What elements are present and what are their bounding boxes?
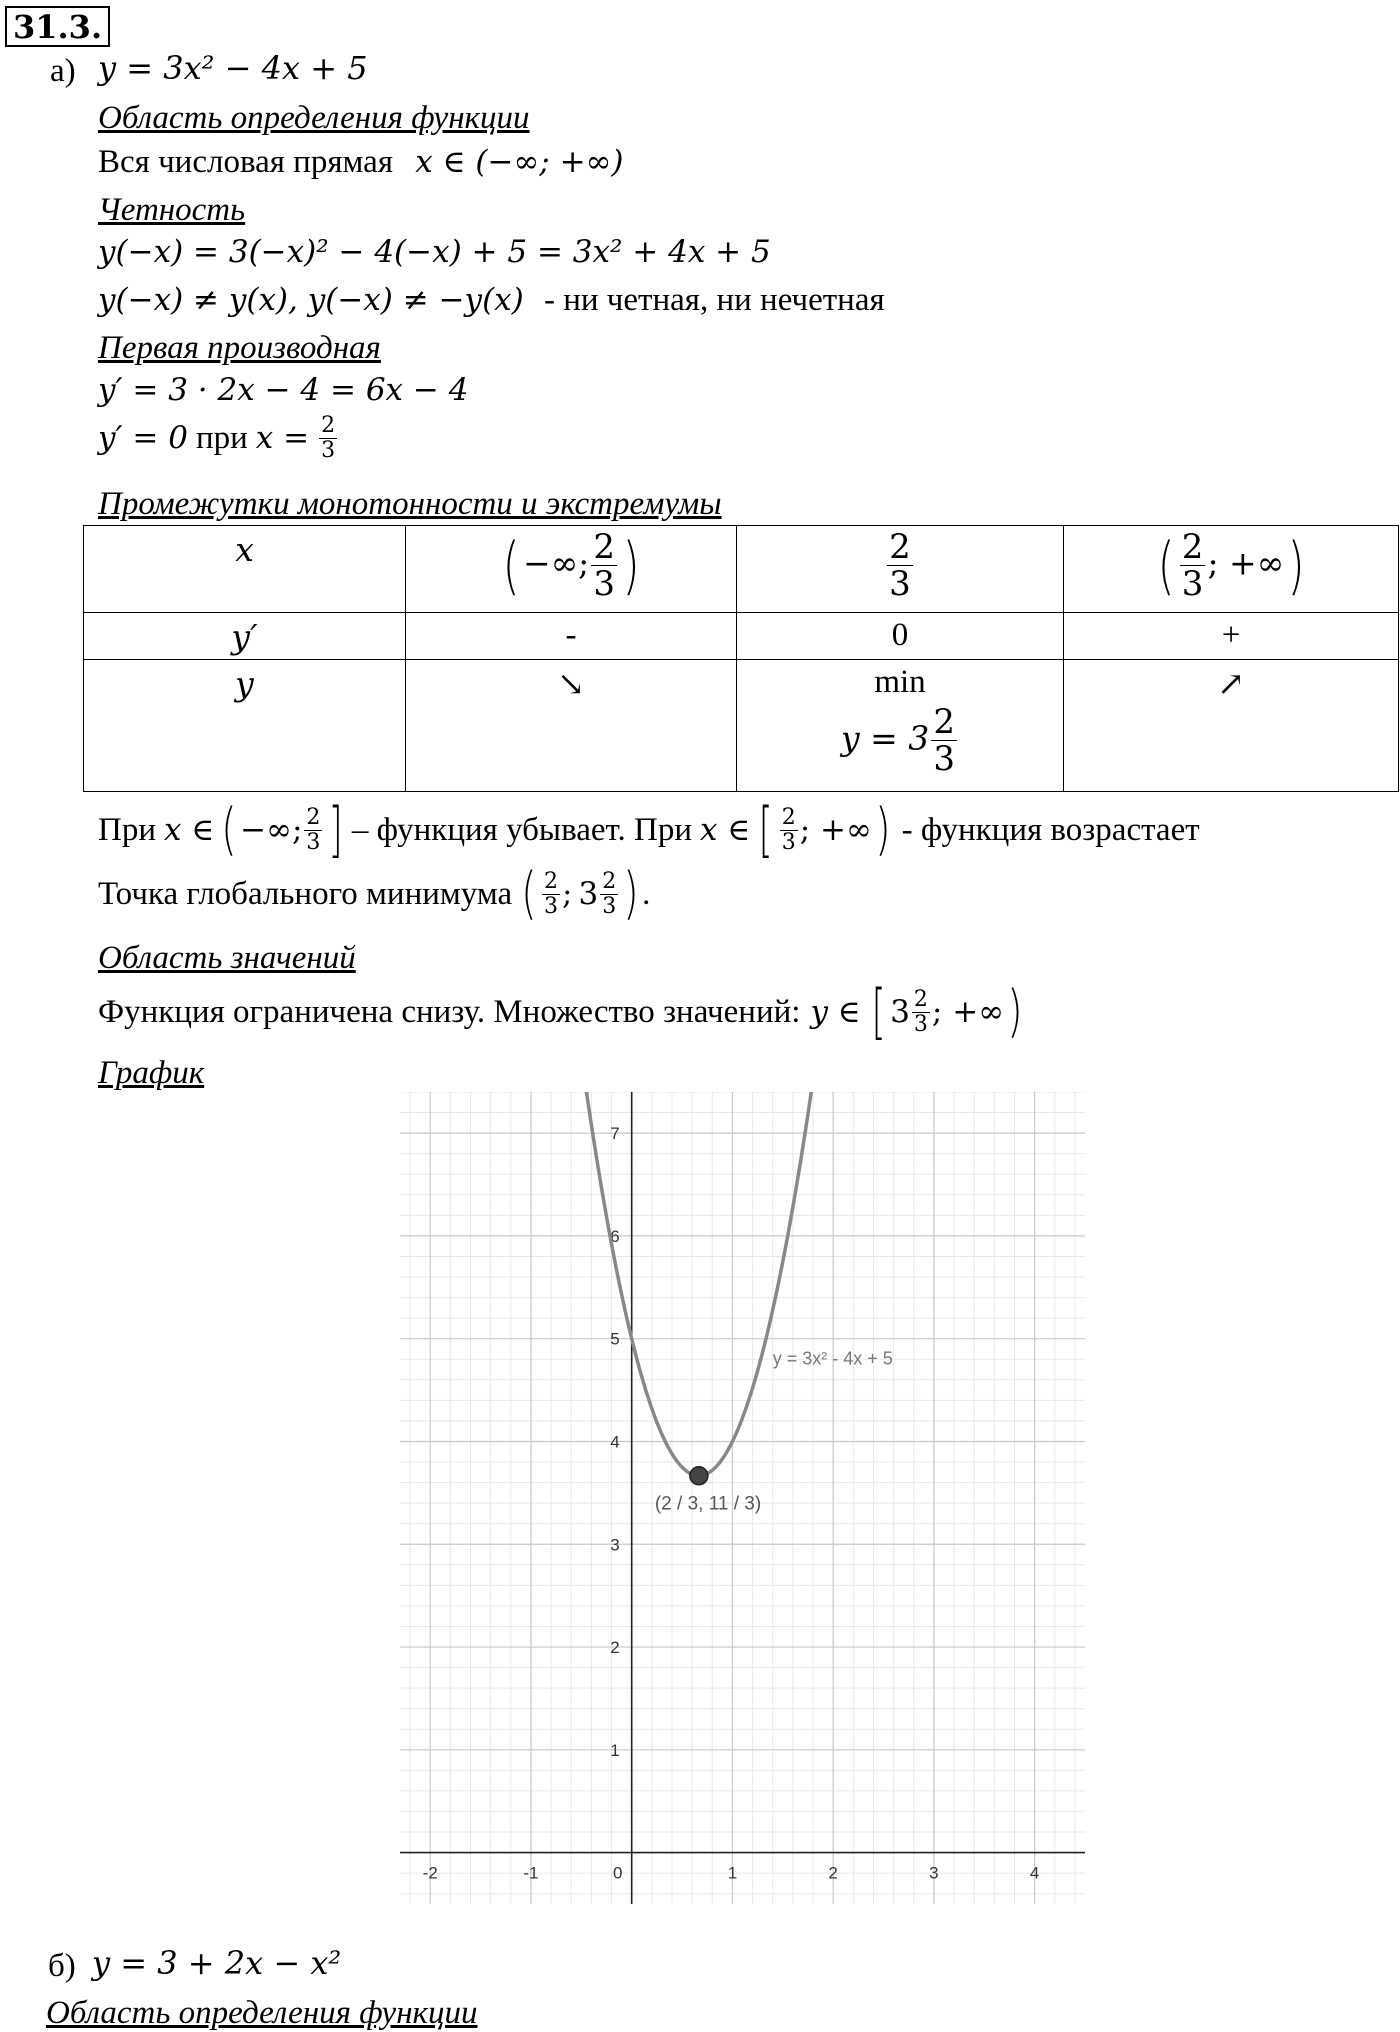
- domain-text: Вся числовая прямая: [98, 144, 394, 180]
- global-minimum-line: Точка глобального минимума ( $\frac{2}{3}$ ; 3 $\frac{2}{3}$ ) .: [98, 861, 651, 926]
- part-b-domain-header: Область определения функции: [46, 1995, 478, 2031]
- chart-marks: [655, 1348, 893, 1514]
- x-tick-label: 0: [612, 1863, 623, 1883]
- part-b-label: б): [48, 1948, 76, 1984]
- derivative-line-2: [98, 415, 339, 462]
- range-line: Функция ограничена снизу. Множество значений: y ∈ [ 3 $\frac{2}{3}$ ; +∞ ): [98, 977, 1023, 1047]
- table-cell-dy-label: y′: [84, 613, 406, 660]
- table-cell-decreasing: ↘: [406, 660, 737, 792]
- table-cell-dy-pos: +: [1064, 613, 1399, 660]
- table-cell-critical: $\frac{2}{3}$: [737, 526, 1064, 613]
- part-b-function: y = 3 + 2x − x²: [92, 1944, 342, 1982]
- derivative-zero: y′ = 0: [98, 420, 188, 456]
- table-row-y: [84, 660, 1399, 792]
- table-cell-dy-zero: 0: [737, 613, 1064, 660]
- x-tick-label: -2: [422, 1863, 438, 1883]
- part-a-function: y = 3x² − 4x + 5: [98, 49, 368, 87]
- x-tick-label: 4: [1029, 1863, 1040, 1883]
- parity-line-2: [98, 284, 885, 317]
- x-tick-label: 2: [828, 1863, 838, 1883]
- minimum-point-label: (2 / 3, 11 / 3): [654, 1493, 762, 1515]
- monotonicity-table: [83, 525, 1399, 792]
- derivative-when: при: [195, 420, 248, 456]
- part-a-label: а): [50, 53, 76, 89]
- derivative-line-1: y′ = 3 · 2x − 4 = 6x − 4: [98, 372, 469, 408]
- minimum-point: [690, 1467, 708, 1485]
- parity-line-2-text: - ни четная, ни нечетная: [544, 282, 885, 318]
- y-tick-label: 1: [610, 1740, 620, 1760]
- min-label: min: [874, 664, 926, 700]
- parity-line-2-math: y(−x) ≠ y(x), y(−x) ≠ −y(x): [98, 282, 524, 318]
- table-row-derivative: [84, 613, 1399, 660]
- domain-header: Область определения функции: [98, 100, 530, 136]
- domain-line: [98, 146, 624, 179]
- parity-header: Четность: [98, 192, 246, 228]
- derivative-x-eq: x =: [255, 420, 310, 456]
- y-tick-label: 7: [610, 1124, 620, 1144]
- series-label: y = 3x² - 4x + 5: [772, 1348, 893, 1369]
- monotonicity-header: Промежутки монотонности и экстремумы: [98, 486, 722, 522]
- parity-line-1: y(−x) = 3(−x)² − 4(−x) + 5 = 3x² + 4x + 5: [98, 234, 771, 270]
- table-row-x: [84, 526, 1399, 613]
- y-tick-label: 4: [610, 1432, 620, 1452]
- y-tick-label: 5: [610, 1329, 620, 1349]
- graph-header: График: [98, 1055, 205, 1091]
- y-tick-label: 6: [610, 1226, 620, 1246]
- min-value: y = 3 $\frac{2}{3}$: [841, 702, 955, 779]
- critical-point-fraction: $\frac{2}{3}$: [321, 413, 336, 463]
- parabola-path: [579, 1092, 818, 1476]
- table-cell-y-label: y: [84, 660, 406, 792]
- table-cell-minimum: [737, 660, 1064, 792]
- y-tick-label: 3: [610, 1535, 620, 1555]
- x-tick-label: 1: [727, 1863, 738, 1883]
- x-tick-label: 3: [929, 1863, 939, 1883]
- table-cell-interval-pos: ( $\frac{2}{3}$ ; +∞): [1064, 526, 1399, 613]
- range-header: Область значений: [98, 940, 356, 976]
- table-cell-dy-neg: -: [406, 613, 737, 660]
- derivative-header: Первая производная: [98, 330, 381, 366]
- domain-math: x ∈ (−∞; +∞): [415, 144, 624, 180]
- table-cell-x-label: x: [84, 526, 406, 613]
- x-tick-label: -1: [523, 1863, 539, 1883]
- monotonicity-conclusion: При x ∈ ( −∞; $\frac{2}{3}$ ] – функция убывает. При x ∈ [ $\frac{2}{3}$ ; +∞ ) - функция возрастает: [98, 795, 1200, 865]
- problem-number: 31.3.: [5, 6, 110, 47]
- table-cell-increasing: ↗: [1064, 660, 1399, 792]
- function-graph: [400, 1092, 1085, 1904]
- table-cell-interval-neg: ( −∞; $\frac{2}{3}$ ): [406, 526, 737, 613]
- y-tick-label: 2: [610, 1638, 620, 1658]
- parabola-curve: [579, 1092, 818, 1476]
